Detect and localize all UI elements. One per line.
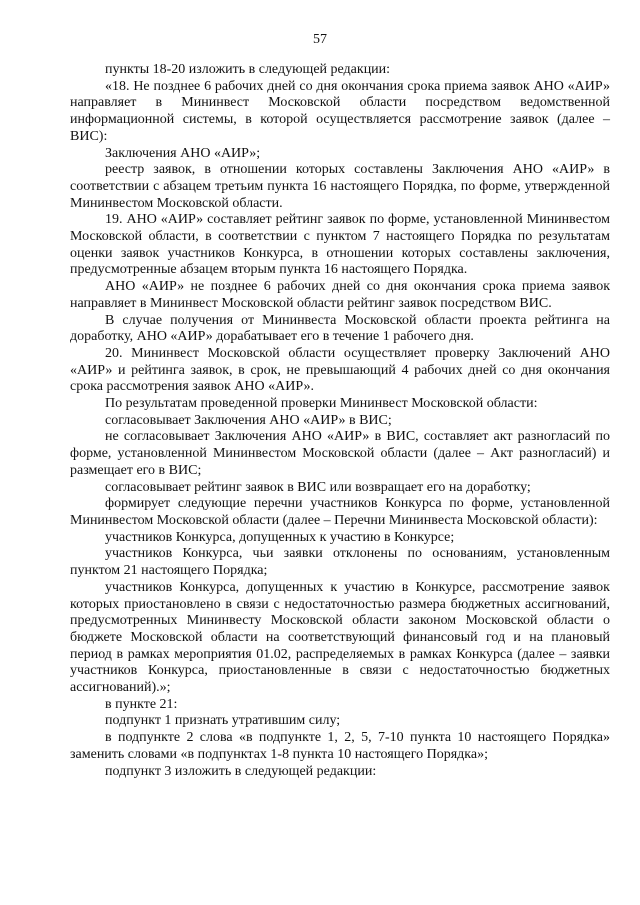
paragraph: в пункте 21: — [105, 696, 178, 712]
paragraph: АНО «АИР» не позднее 6 рабочих дней со дня окончания срока приема заявок направляет в Мининвест Московской области рейтинг заявок посредством ВИС. — [70, 279, 610, 311]
paragraph: 20. Мининвест Московской области осуществляет проверку Заключений АНО «АИР» и рейтинга заявок, в срок, не превышающий 4 рабочих дней со дня окончания срока рассмотрения заявок АНО «АИР». — [70, 345, 610, 395]
paragraph: Заключения АНО «АИР»; — [105, 145, 261, 161]
paragraph: По результатам проведенной проверки Мининвест Московской области: — [105, 396, 538, 412]
paragraph: подпункт 1 признать утратившим силу; — [105, 713, 341, 729]
paragraph: участников Конкурса, допущенных к участию в Конкурсе, рассмотрение заявок которых приостановлено в связи с недостаточностью размера бюджетных ассигнований, предусмотренных Мининвесту Московской области законом Московской области о бюджете Московской области на соответствующий финансовый год и на плановый период в рамках мероприятия 01.02, распределяемых в рамках Конкурса (далее – заявки участников Конкурса, приостановленные в связи с недостаточностью бюджетных ассигнований).»; — [70, 579, 610, 696]
paragraph: согласовывает рейтинг заявок в ВИС или возвращает его на доработку; — [105, 479, 531, 495]
paragraph: согласовывает Заключения АНО «АИР» в ВИС; — [105, 412, 392, 428]
paragraph: «18. Не позднее 6 рабочих дней со дня окончания срока приема заявок АНО «АИР» направляет в Мининвест Московской области посредством ведомственной информационной системы, в которой осуществляется рассмотрение заявок (далее – ВИС): — [70, 78, 610, 144]
paragraph: пункты 18-20 изложить в следующей редакции: — [105, 62, 391, 77]
paragraph: участников Конкурса, чьи заявки отклонены по основаниям, установленным пунктом 21 настоящего Порядка; — [70, 546, 610, 579]
paragraph: в подпункте 2 слова «в подпункте 1, 2, 5, 7-10 пункта 10 настоящего Порядка» заменить словами «в подпунктах 1-8 пункта 10 настоящего Порядка»; — [70, 730, 610, 762]
paragraph: подпункт 3 изложить в следующей редакции: — [105, 763, 377, 779]
paragraph: не согласовывает Заключения АНО «АИР» в ВИС, составляет акт разногласий по форме, установленной Мининвестом Московской области (далее – Акт разногласий) и размещает его в ВИС; — [70, 429, 610, 478]
paragraph: 19. АНО «АИР» составляет рейтинг заявок по форме, установленной Мининвестом Московской области, в соответствии с пунктом 7 настоящего Порядка по результатам оценки заявок участников Конкурса, в отношении которых составлены заключения, предусмотренные абзацем вторым пункта 16 настоящего Порядка. — [70, 212, 610, 278]
paragraph: участников Конкурса, допущенных к участию в Конкурсе; — [105, 529, 455, 545]
page-number: 57 — [313, 32, 327, 47]
paragraph: формирует следующие перечни участников Конкурса по форме, установленной Мининвестом Московской области (далее – Перечни Мининвеста Московской области): — [70, 496, 610, 528]
paragraph: реестр заявок, в отношении которых составлены Заключения АНО «АИР» в соответствии с абзацем третьим пункта 16 настоящего Порядка, по форме, утвержденной Мининвестом Московской области. — [70, 162, 610, 211]
paragraph: В случае получения от Мининвеста Московской области проекта рейтинга на доработку, АНО «АИР» дорабатывает его в течение 1 рабочего дня. — [70, 312, 610, 345]
document-body — [70, 62, 610, 780]
